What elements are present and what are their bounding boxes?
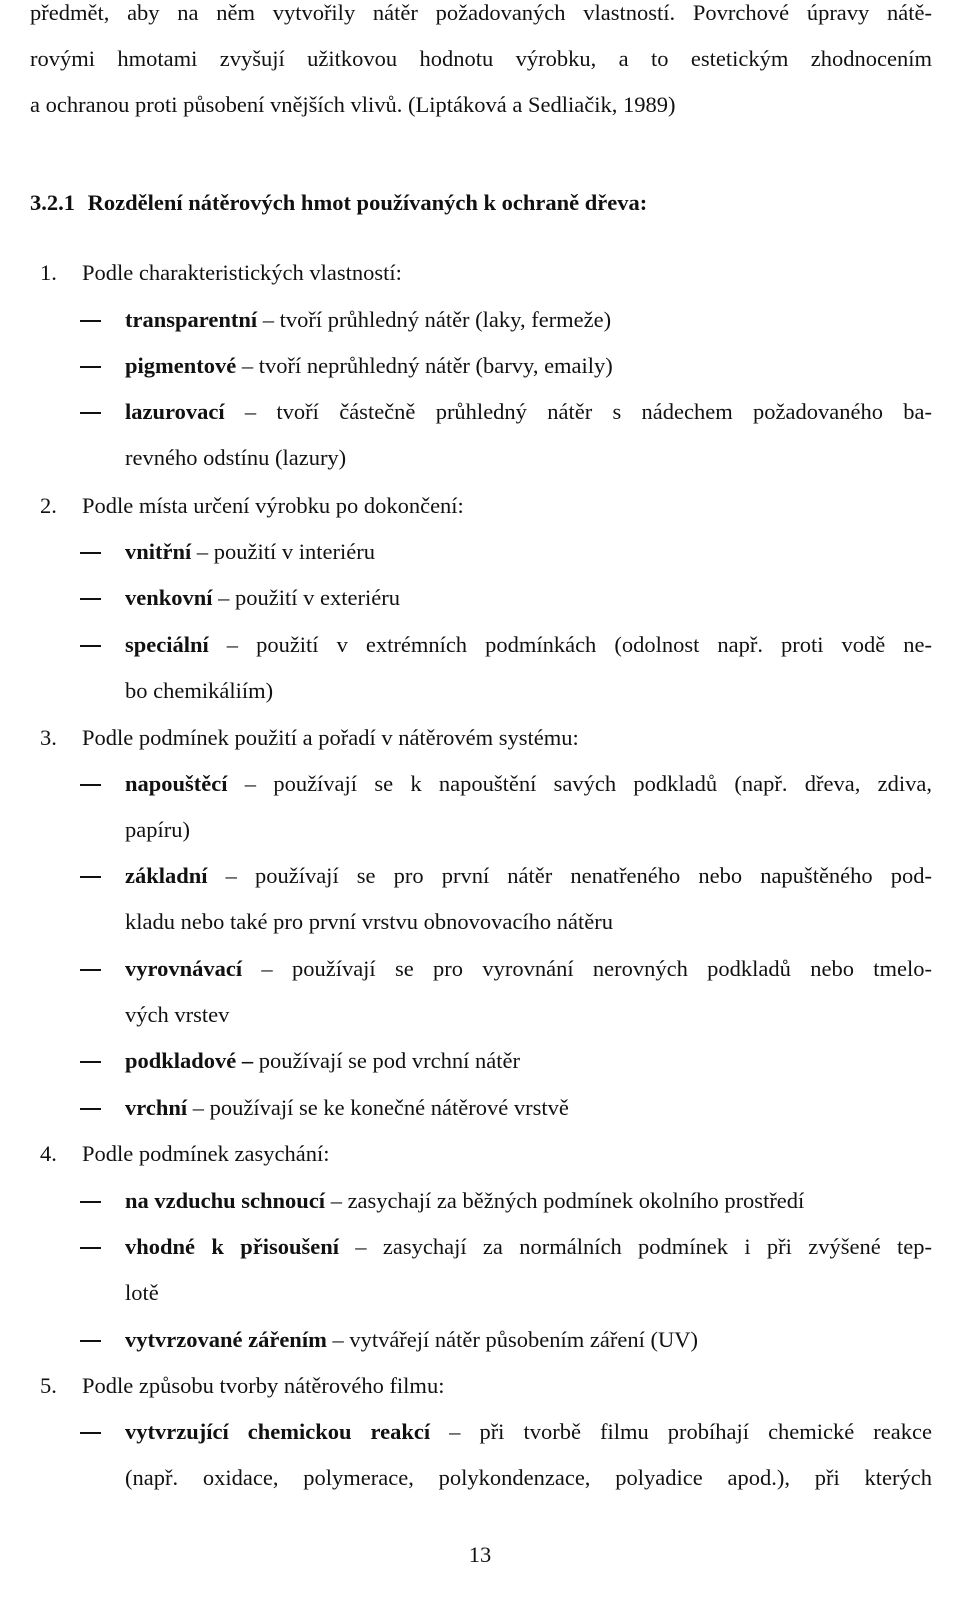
definition: – použití v exteriéru	[212, 585, 400, 610]
dash-bullet	[80, 645, 101, 647]
intro-line: předmět, aby na něm vytvořily nátěr požadovaných vlastností. Povrchové úpravy nátě-	[30, 0, 932, 25]
list-item-line: lotě	[125, 1280, 159, 1305]
list-item-line: (např. oxidace, polymerace, polykondenzace, polyadice apod.), při kterých	[125, 1465, 932, 1490]
list-item-line	[125, 954, 932, 984]
definition: – používají se k napouštění savých podkladů (např. dřeva, zdiva,	[227, 771, 932, 796]
list-section-heading	[40, 491, 464, 521]
dash-bullet	[80, 1432, 101, 1434]
list-item-line: revného odstínu (lazury)	[125, 445, 347, 470]
dash-bullet	[80, 1247, 101, 1249]
term: lazurovací	[125, 399, 225, 424]
page-number: 13	[468, 1542, 492, 1567]
section-heading	[30, 188, 647, 218]
definition: – vytvářejí nátěr působením záření (UV)	[326, 1327, 698, 1352]
term: základní	[125, 863, 208, 888]
section-heading-number: 3.2.1	[30, 190, 75, 215]
intro-line: rovými hmotami zvyšují užitkovou hodnotu výrobku, a to estetickým zhodnocením	[30, 46, 932, 71]
term: vytvrzované zářením	[125, 1327, 327, 1352]
intro-line: a ochranou proti působení vnějších vlivů. (Liptáková a Sedliačik, 1989)	[30, 92, 676, 117]
definition: – použití v extrémních podmínkách (odolnost např. proti vodě ne-	[208, 632, 932, 657]
list-item-line	[125, 537, 932, 567]
term: speciální	[125, 632, 209, 657]
term: podkladové –	[125, 1048, 254, 1073]
list-item-line	[125, 861, 932, 891]
dash-bullet	[80, 969, 101, 971]
dash-bullet	[80, 412, 101, 414]
list-item-line: bo chemikáliím)	[125, 678, 274, 703]
list-section-title: Podle charakteristických vlastností:	[82, 260, 402, 285]
term: transparentní	[125, 307, 258, 332]
list-section-heading	[40, 1371, 444, 1401]
definition: používají se pod vrchní nátěr	[253, 1048, 520, 1073]
definition: – tvoří neprůhledný nátěr (barvy, emaily)	[236, 353, 613, 378]
dash-bullet	[80, 1061, 101, 1063]
list-item-line	[125, 1417, 932, 1447]
list-item-line	[125, 1046, 932, 1076]
list-item-line	[125, 397, 932, 427]
definition: – zasychají za normálních podmínek i při zvýšené tep-	[338, 1234, 933, 1259]
list-item-line	[125, 1093, 932, 1123]
list-item-line	[125, 351, 932, 381]
list-section-title: Podle podmínek použití a pořadí v nátěrovém systému:	[82, 725, 579, 750]
definition: – použití v interiéru	[191, 539, 375, 564]
list-item-line: vých vrstev	[125, 1002, 230, 1027]
term: vrchní	[125, 1095, 188, 1120]
definition: – používají se pro první nátěr nenatřeného nebo napuštěného pod-	[207, 863, 932, 888]
list-item-line	[125, 305, 932, 335]
list-section-title: Podle podmínek zasychání:	[82, 1141, 330, 1166]
dash-bullet	[80, 366, 101, 368]
dash-bullet	[80, 1201, 101, 1203]
dash-bullet	[80, 784, 101, 786]
list-item-line	[125, 1325, 932, 1355]
list-item-line: papíru)	[125, 817, 190, 842]
definition: – při tvorbě filmu probíhají chemické reakce	[430, 1419, 932, 1444]
term: venkovní	[125, 585, 213, 610]
list-section-heading	[40, 258, 402, 288]
list-section-number: 3.	[40, 725, 57, 750]
list-item-line	[125, 1186, 932, 1216]
dash-bullet	[80, 1340, 101, 1342]
list-item-line	[125, 583, 932, 613]
list-item-line	[125, 769, 932, 799]
term: na vzduchu schnoucí	[125, 1188, 326, 1213]
definition: – používají se ke konečné nátěrové vrstvě	[187, 1095, 569, 1120]
definition: – používají se pro vyrovnání nerovných podkladů nebo tmelo-	[242, 956, 932, 981]
dash-bullet	[80, 552, 101, 554]
list-section-number: 4.	[40, 1141, 57, 1166]
section-heading-title: Rozdělení nátěrových hmot používaných k ochraně dřeva:	[87, 190, 648, 215]
list-section-heading	[40, 1139, 329, 1169]
definition: – tvoří částečně průhledný nátěr s nádechem požadovaného ba-	[224, 399, 932, 424]
term: vnitřní	[125, 539, 192, 564]
dash-bullet	[80, 320, 101, 322]
term: napouštěcí	[125, 771, 228, 796]
dash-bullet	[80, 1108, 101, 1110]
dash-bullet	[80, 598, 101, 600]
list-item-line	[125, 630, 932, 660]
definition: – zasychají za běžných podmínek okolního prostředí	[325, 1188, 805, 1213]
list-section-number: 2.	[40, 493, 57, 518]
term: vhodné k přisoušení	[125, 1234, 339, 1259]
list-item-line	[125, 1232, 932, 1262]
list-section-number: 1.	[40, 260, 57, 285]
dash-bullet	[80, 876, 101, 878]
list-section-title: Podle způsobu tvorby nátěrového filmu:	[82, 1373, 445, 1398]
term: vytvrzující chemickou reakcí	[125, 1419, 431, 1444]
list-item-line: kladu nebo také pro první vrstvu obnovovacího nátěru	[125, 909, 614, 934]
list-section-title: Podle místa určení výrobku po dokončení:	[82, 493, 464, 518]
term: vyrovnávací	[125, 956, 243, 981]
definition: – tvoří průhledný nátěr (laky, fermeže)	[257, 307, 612, 332]
list-section-number: 5.	[40, 1373, 57, 1398]
term: pigmentové	[125, 353, 237, 378]
list-section-heading	[40, 723, 579, 753]
